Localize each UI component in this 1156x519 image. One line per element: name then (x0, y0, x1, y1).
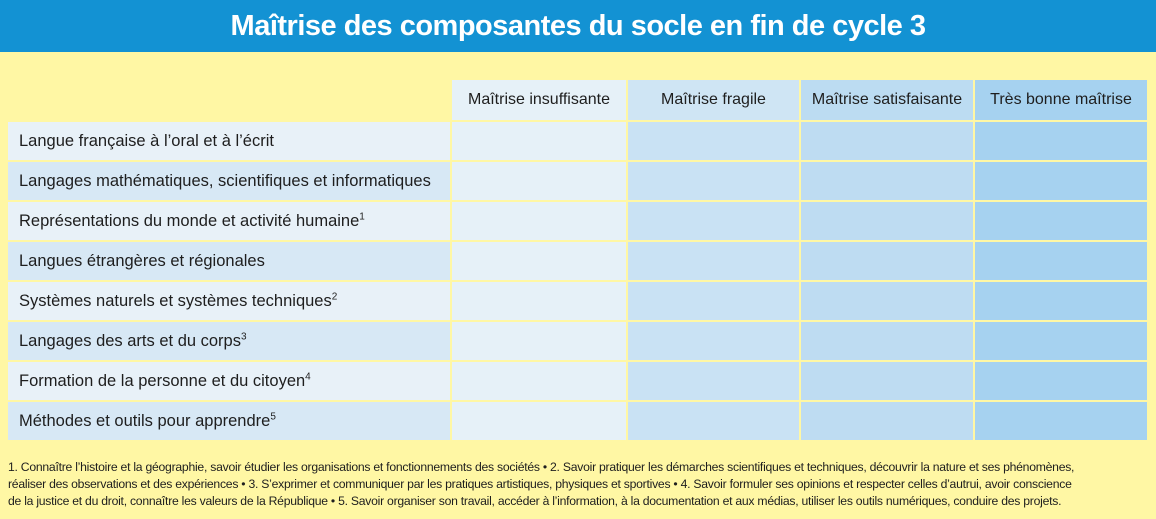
footnote-ref: 5 (270, 411, 276, 422)
table-row (8, 320, 1147, 360)
table-row (8, 120, 1147, 160)
footnotes (8, 459, 1150, 510)
cell-satisfaisante[interactable] (799, 240, 973, 280)
table-row (8, 400, 1147, 440)
row-label (8, 320, 450, 360)
cell-fragile[interactable] (626, 240, 799, 280)
row-label-text: Méthodes et outils pour apprendre (19, 411, 271, 430)
page-title: Maîtrise des composantes du socle en fin de cycle 3 (230, 9, 926, 42)
footnote-line: réaliser des observations et des expériences • 3. S’exprimer et communiquer par les pratiques artistiques, physiques et sportives • 4. Savoir formuler ses opinions et respecter celles d’autrui, avoir conscience (8, 477, 1072, 491)
cell-tres-bonne[interactable] (973, 160, 1147, 200)
table-row (8, 160, 1147, 200)
row-label (8, 160, 450, 200)
table-row (8, 240, 1147, 280)
row-label (8, 360, 450, 400)
row-label (8, 200, 450, 240)
cell-satisfaisante[interactable] (799, 320, 973, 360)
cell-insuffisante[interactable] (450, 360, 626, 400)
cell-insuffisante[interactable] (450, 160, 626, 200)
cell-fragile[interactable] (626, 280, 799, 320)
row-label-text: Langue française à l’oral et à l’écrit (19, 131, 274, 150)
cell-tres-bonne[interactable] (973, 280, 1147, 320)
header-row (8, 80, 1147, 120)
cell-tres-bonne[interactable] (973, 200, 1147, 240)
footnote-ref: 2 (331, 291, 338, 302)
row-label (8, 240, 450, 280)
cell-tres-bonne[interactable] (973, 240, 1147, 280)
column-header-insuffisante: Maîtrise insuffisante (450, 80, 626, 120)
title-banner (0, 0, 1156, 52)
cell-satisfaisante[interactable] (799, 200, 973, 240)
cell-fragile[interactable] (626, 200, 799, 240)
cell-satisfaisante[interactable] (799, 360, 973, 400)
cell-tres-bonne[interactable] (973, 360, 1147, 400)
cell-fragile[interactable] (626, 160, 799, 200)
cell-tres-bonne[interactable] (973, 400, 1147, 440)
row-label-text: Représentations du monde et activité humaine (19, 211, 360, 230)
row-label-text: Langues étrangères et régionales (19, 251, 265, 270)
footnote-ref: 1 (359, 211, 365, 222)
cell-satisfaisante[interactable] (799, 280, 973, 320)
column-header-satisfaisante: Maîtrise satisfaisante (799, 80, 973, 120)
cell-insuffisante[interactable] (450, 280, 626, 320)
row-label (8, 280, 450, 320)
cell-satisfaisante[interactable] (799, 160, 973, 200)
row-label (8, 120, 450, 160)
table-row (8, 360, 1147, 400)
cell-insuffisante[interactable] (450, 200, 626, 240)
cell-fragile[interactable] (626, 120, 799, 160)
column-header-tres-bonne: Très bonne maîtrise (973, 80, 1147, 120)
cell-insuffisante[interactable] (450, 240, 626, 280)
cell-insuffisante[interactable] (450, 320, 626, 360)
cell-fragile[interactable] (626, 400, 799, 440)
cell-fragile[interactable] (626, 320, 799, 360)
header-corner (8, 80, 450, 120)
cell-satisfaisante[interactable] (799, 120, 973, 160)
mastery-table (8, 80, 1147, 440)
table-row (8, 200, 1147, 240)
cell-tres-bonne[interactable] (973, 120, 1147, 160)
cell-insuffisante[interactable] (450, 400, 626, 440)
cell-tres-bonne[interactable] (973, 320, 1147, 360)
footnote-line: de la justice et du droit, connaître les valeurs de la République • 5. Savoir organiser son travail, accéder à l’information, à la documentation et aux médias, utiliser les outils numériques, conduire des projets. (8, 494, 1062, 508)
footnote-ref: 3 (240, 331, 247, 342)
cell-satisfaisante[interactable] (799, 400, 973, 440)
column-header-fragile: Maîtrise fragile (626, 80, 799, 120)
footnote-line: 1. Connaître l’histoire et la géographie, savoir étudier les organisations et fonctionnements des sociétés • 2. Savoir pratiquer les démarches scientifiques et techniques, découvrir la nature et ses phénomènes, (8, 460, 1075, 474)
row-label-text: Formation de la personne et du citoyen (19, 371, 306, 390)
row-label-text: Systèmes naturels et systèmes techniques (19, 291, 332, 310)
row-label-text: Langages des arts et du corps (19, 331, 241, 350)
row-label-text: Langages mathématiques, scientifiques et informatiques (19, 171, 431, 190)
footnote-ref: 4 (305, 371, 311, 382)
row-label (8, 400, 450, 440)
table-row (8, 280, 1147, 320)
cell-fragile[interactable] (626, 360, 799, 400)
cell-insuffisante[interactable] (450, 120, 626, 160)
